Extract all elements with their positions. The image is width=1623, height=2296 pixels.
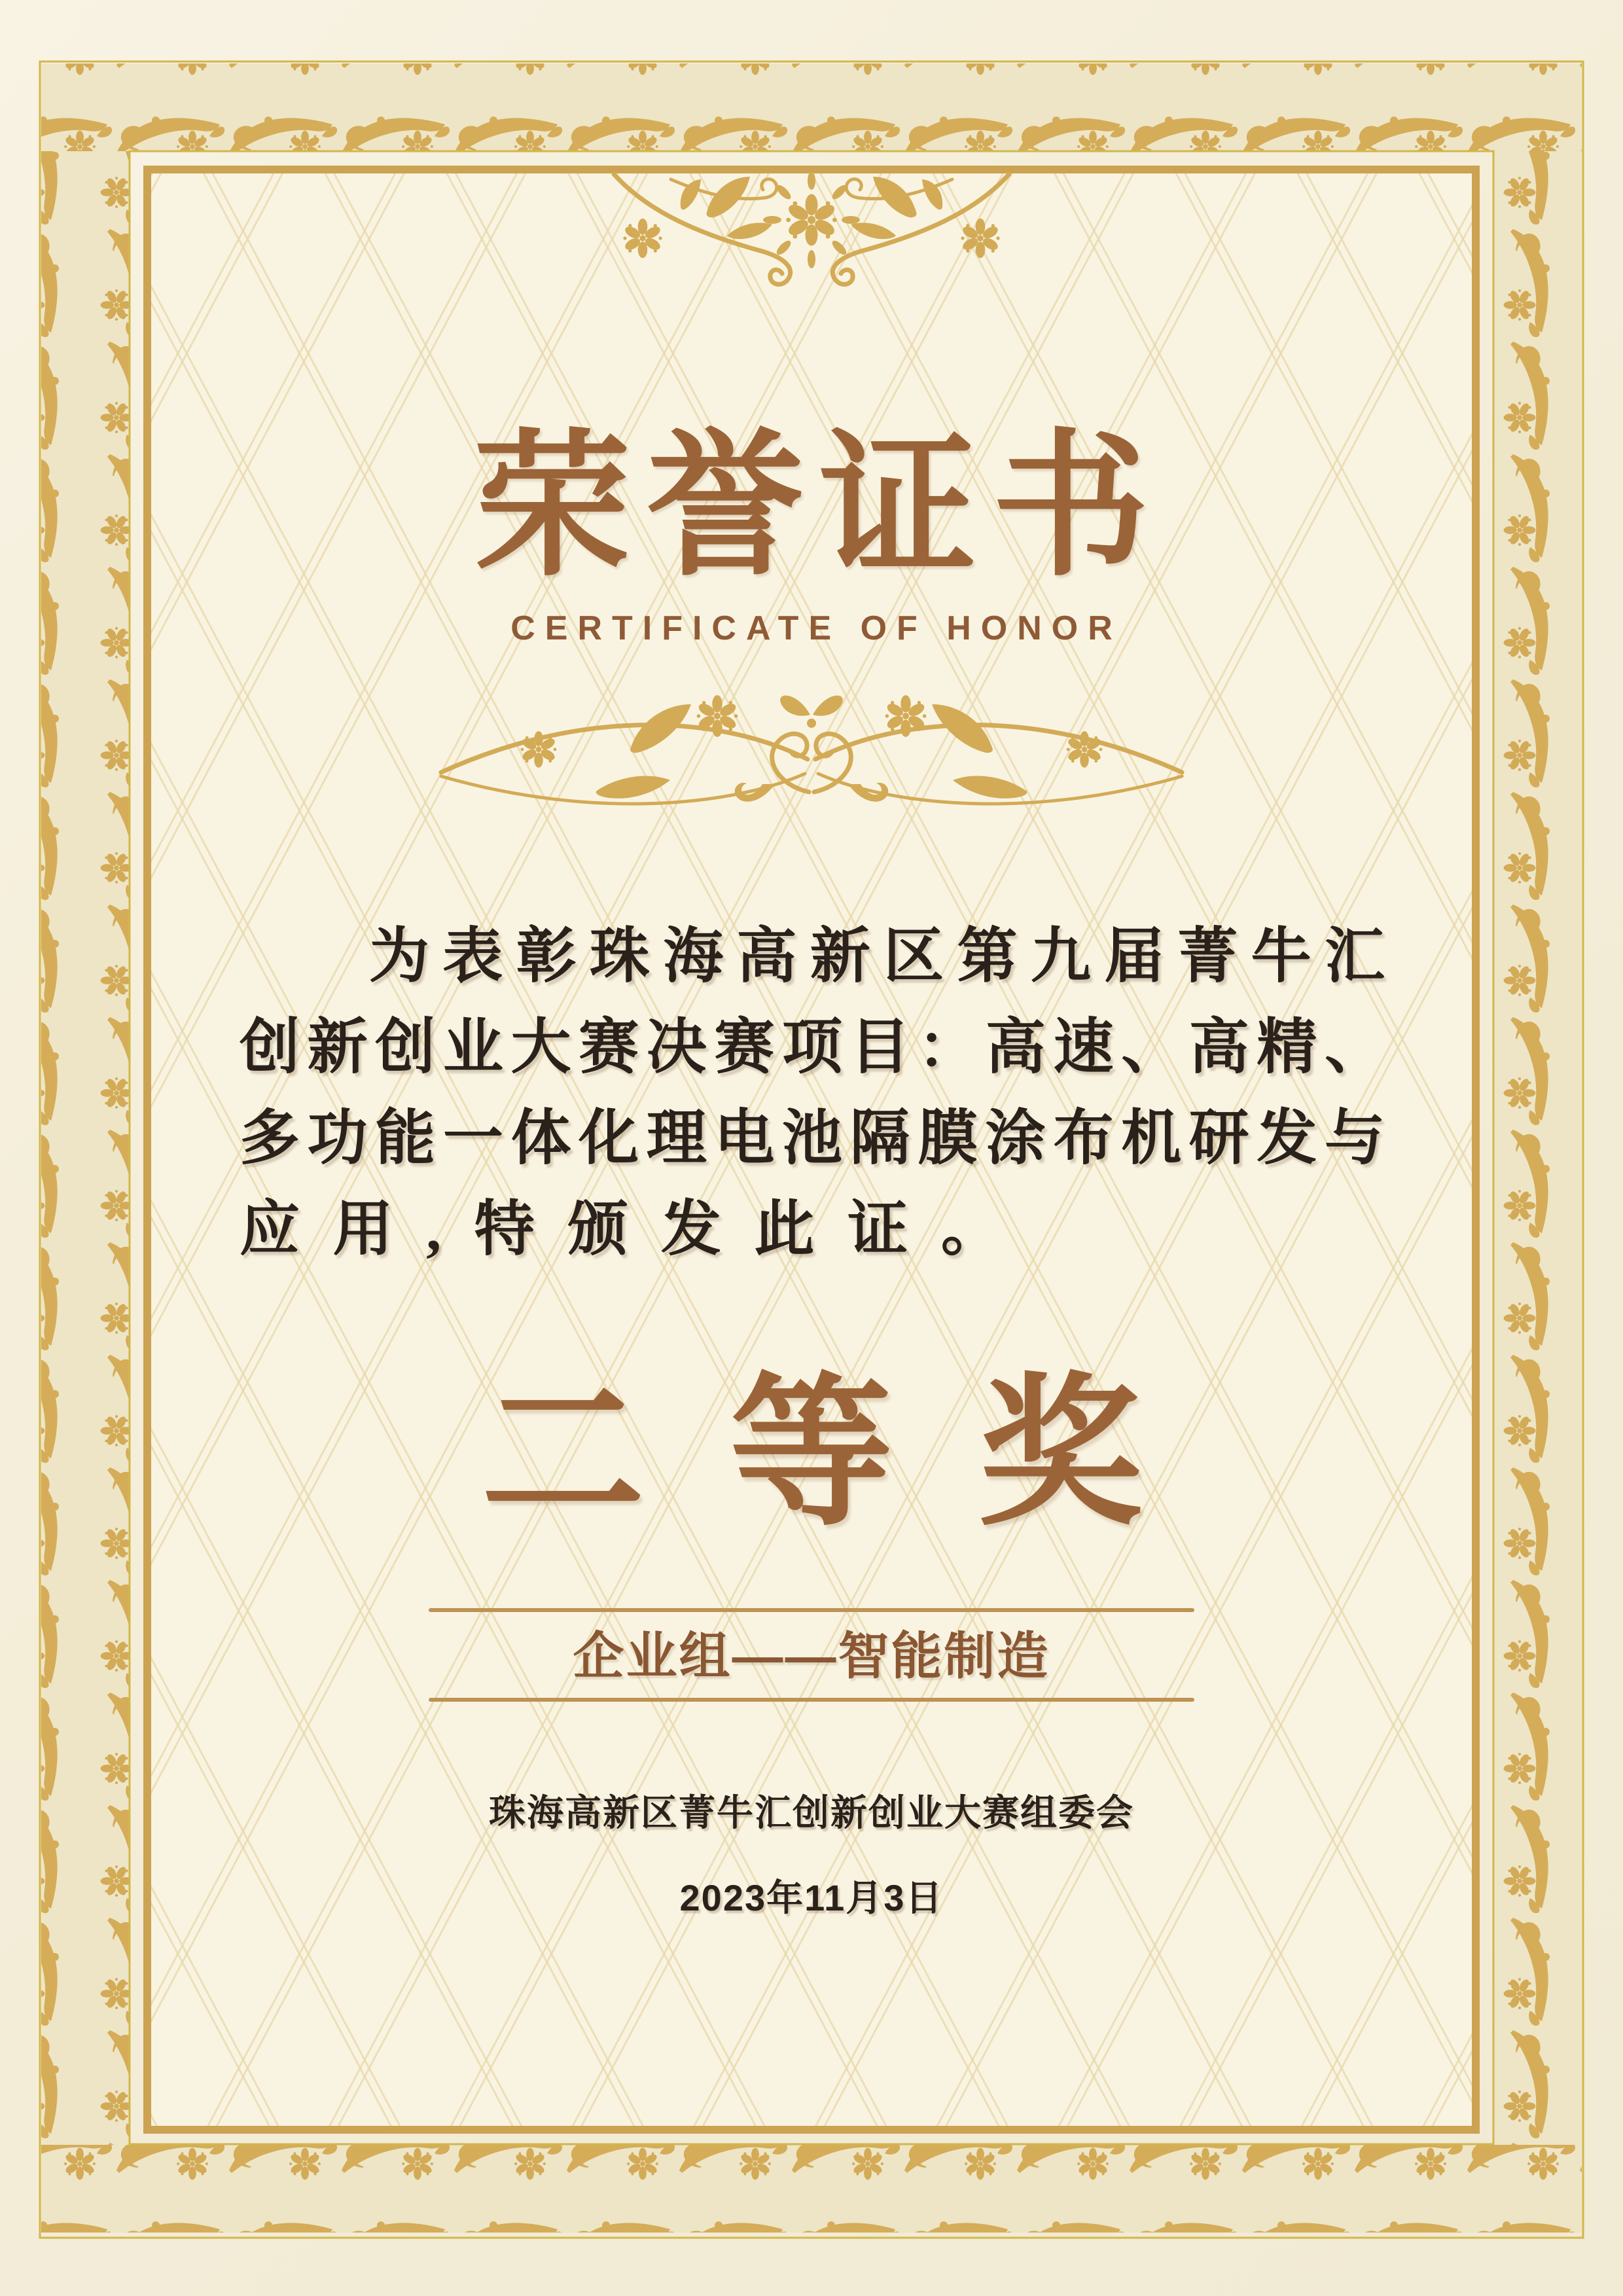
award-name: 二等奖 xyxy=(481,1364,1227,1545)
citation-line: 创新创业大赛决赛项目：高速、高精、 xyxy=(240,1014,1385,1081)
citation-line: 多功能一体化理电池隔膜涂布机研发与 xyxy=(240,1105,1385,1172)
citation-line: 应用,特颁发此证。 xyxy=(240,1196,1035,1263)
category-divider-top xyxy=(429,1608,1194,1612)
issuer-name: 珠海高新区菁牛汇创新创业大赛组委会 xyxy=(489,1792,1134,1833)
category-divider-bottom xyxy=(429,1698,1194,1702)
citation-line: 为表彰珠海高新区第九届菁牛汇 xyxy=(369,923,1385,990)
issue-date: 2023年11月3日 xyxy=(679,1877,944,1918)
award-category: 企业组——智能制造 xyxy=(573,1627,1050,1685)
certificate-subtitle: CERTIFICATE OF HONOR xyxy=(510,609,1122,647)
certificate-title: 荣誉证书 xyxy=(474,420,1165,594)
citation-paragraph xyxy=(240,911,1385,1275)
